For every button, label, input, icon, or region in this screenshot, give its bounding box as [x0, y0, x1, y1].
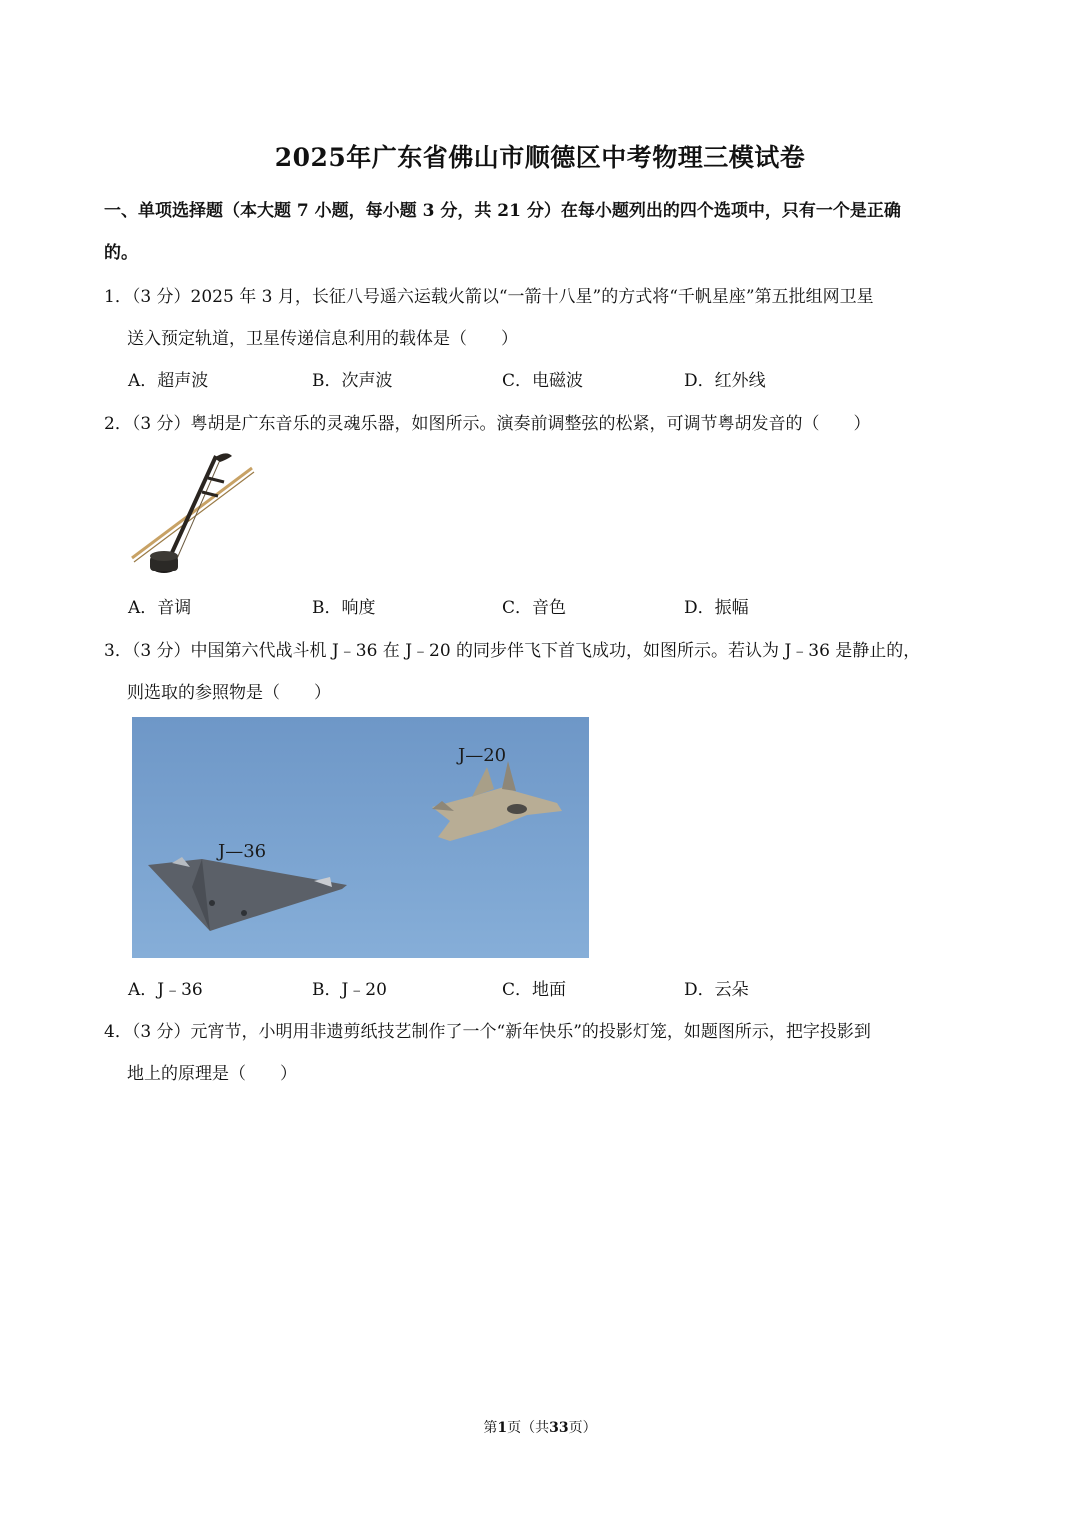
q1-option-a: A．超声波: [128, 371, 209, 391]
total-pages: 33: [549, 1420, 569, 1436]
q3-option-b: B．J﹣20: [312, 980, 387, 1000]
j36-label: J—36: [218, 841, 267, 862]
q3-option-c: C．地面: [502, 980, 567, 1000]
q2-option-a: A．音调: [128, 598, 192, 618]
fighter-jets-image: [132, 717, 589, 958]
q3-option-d: D．云朵: [684, 980, 749, 1000]
section-heading-line2: 的。: [104, 243, 138, 263]
footer-suffix: 页）: [568, 1420, 597, 1436]
q1-option-b: B．次声波: [312, 371, 393, 391]
q3-stem-line2: 则选取的参照物是（ ）: [127, 683, 331, 703]
q2-option-d: D．振幅: [684, 598, 749, 618]
q2-option-b: B．响度: [312, 598, 376, 618]
q1-option-c: C．电磁波: [502, 371, 584, 391]
yuehu-instrument-image: [128, 448, 258, 580]
page-number: 1: [497, 1420, 508, 1436]
q2-stem-line1: 2．（3 分）粤胡是广东音乐的灵魂乐器，如图所示。演奏前调整弦的松紧，可调节粤胡发音的（ ）: [104, 414, 871, 434]
footer-middle: 页（共: [507, 1420, 550, 1436]
q3-option-a: A．J﹣36: [128, 980, 203, 1000]
section-heading-line1: 一、单项选择题（本大题 7 小题，每小题 3 分，共 21 分）在每小题列出的四个选项中，只有一个是正确: [104, 201, 901, 221]
q2-option-c: C．音色: [502, 598, 567, 618]
q1-stem-line2: 送入预定轨道，卫星传递信息利用的载体是（ ）: [127, 329, 518, 349]
page-footer: [0, 1417, 1080, 1437]
page-title: 2025年广东省佛山市顺德区中考物理三模试卷: [274, 143, 806, 172]
q4-stem-line1: 4．（3 分）元宵节，小明用非遗剪纸技艺制作了一个“新年快乐”的投影灯笼，如题图所示，把字投影到: [104, 1022, 871, 1042]
q1-option-d: D．红外线: [684, 371, 766, 391]
footer-prefix: 第: [483, 1420, 498, 1436]
q3-stem-line1: 3．（3 分）中国第六代战斗机 J﹣36 在 J﹣20 的同步伴飞下首飞成功，如图所示。若认为 J﹣36 是静止的，: [104, 641, 921, 661]
q1-stem-line1: 1．（3 分）2025 年 3 月，长征八号遥六运载火箭以“一箭十八星”的方式将“千帆星座”第五批组网卫星: [104, 287, 874, 307]
q4-stem-line2: 地上的原理是（ ）: [127, 1064, 297, 1084]
j20-label: J—20: [458, 745, 507, 766]
